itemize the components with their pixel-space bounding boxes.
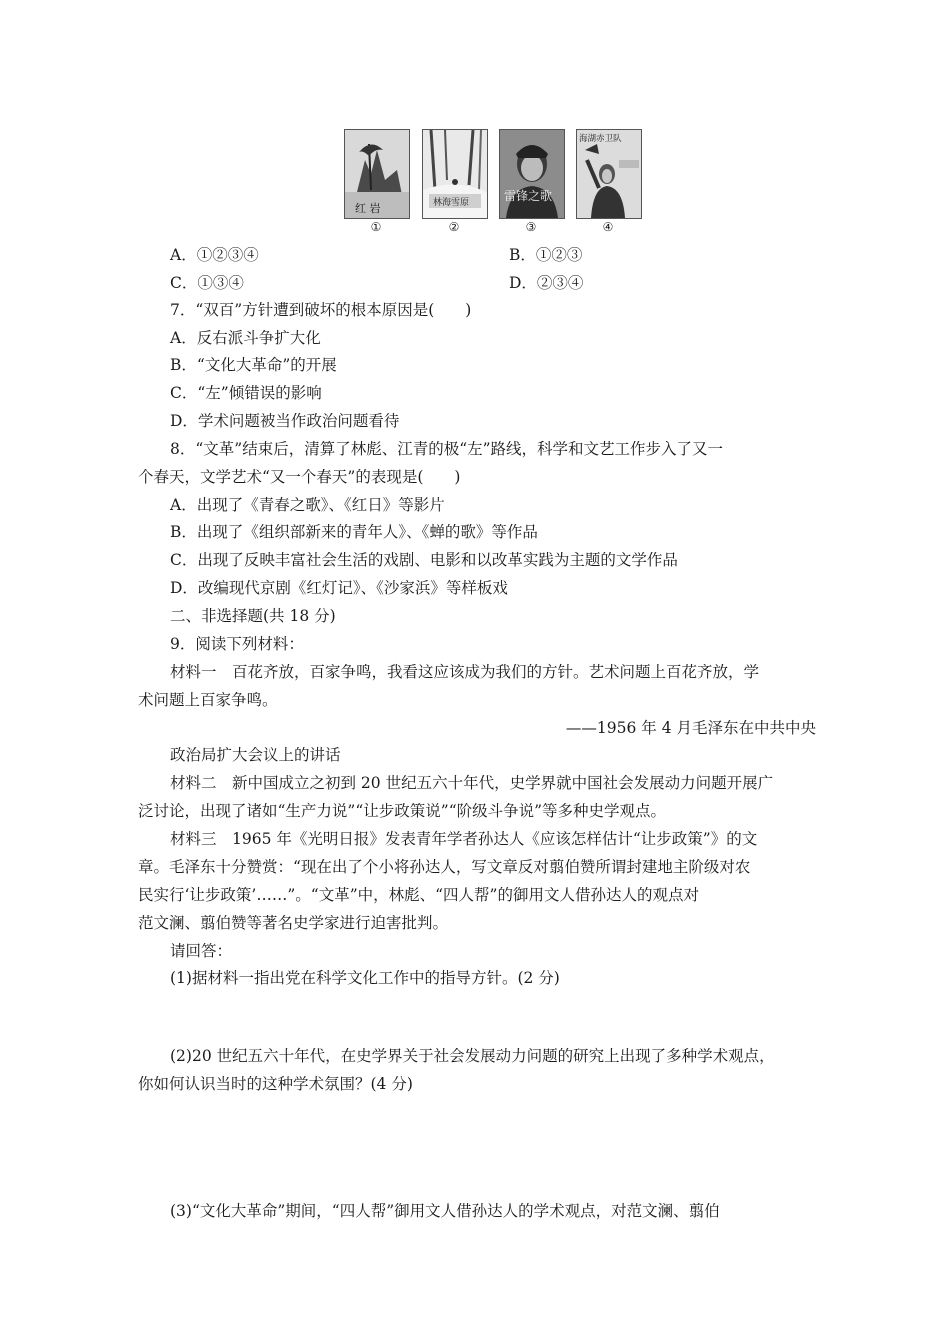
q8-option-b: B．出现了《组织部新来的青年人》、《蝉的歌》等作品: [170, 523, 538, 541]
q9-subquestion-2-line2: 你如何认识当时的这种学术氛围？(4 分): [138, 1075, 413, 1093]
poster-title: 红 岩: [355, 202, 381, 215]
q9-material2-line1: 材料二 新中国成立之初到 20 世纪五六十年代，史学界就中国社会发展动力问题开展广: [170, 774, 774, 792]
q8-stem-line1: 8．“文革”结束后，清算了林彪、江青的极“左”路线，科学和文艺工作步入了又一: [170, 440, 724, 458]
q8-option-c: C．出现了反映丰富社会生活的戏剧、电影和以改革实践为主题的文学作品: [170, 551, 678, 569]
q9-material1-line1: 材料一 百花齐放，百家争鸣，我看这应该成为我们的方针。艺术问题上百花齐放，学: [170, 663, 760, 681]
q9-material3-line1: 材料三 1965 年《光明日报》发表青年学者孙达人《应该怎样估计“让步政策”》的文: [170, 830, 758, 848]
q7-option-c: C．“左”倾错误的影响: [170, 384, 322, 402]
q9-prompt: 请回答：: [170, 942, 233, 960]
q6-option-c: C．①③④: [170, 274, 244, 292]
q7-option-d: D．学术问题被当作政治问题看待: [170, 412, 400, 430]
q7-stem: 7．“双百”方针遭到破坏的根本原因是( ): [170, 301, 472, 319]
q9-subquestion-2-line1: (2)20 世纪五六十年代，在史学界关于社会发展动力问题的研究上出现了多种学术观点，: [170, 1047, 775, 1065]
poster-title: 海湖赤卫队: [579, 134, 622, 144]
q6-option-a: A．①②③④: [170, 246, 259, 264]
q8-option-a: A．出现了《青春之歌》、《红日》等影片: [170, 496, 445, 514]
q9-subquestion-3-line1: (3)“文化大革命”期间，“四人帮”御用文人借孙达人的学术观点，对范文澜、翦伯: [170, 1202, 720, 1220]
q9-subquestion-1: (1)据材料一指出党在科学文化工作中的指导方针。(2 分): [170, 969, 560, 987]
poster-number: ④: [602, 220, 614, 234]
poster-number: ③: [525, 220, 537, 234]
q9-material3-line3: 民实行‘让步政策’……”。“文革”中，林彪、“四人帮”的御用文人借孙达人的观点对: [138, 886, 699, 904]
q9-material1-source-cont: 政治局扩大会议上的讲话: [170, 746, 341, 764]
q9-material3-line4: 范文澜、翦伯赞等著名史学家进行迫害批判。: [138, 914, 449, 932]
section-heading: 二、非选择题(共 18 分): [170, 607, 336, 625]
q9-material1-line2: 术问题上百家争鸣。: [138, 691, 278, 709]
q8-stem-line2: 个春天，文学艺术“又一个春天”的表现是( ): [138, 468, 461, 486]
poster-soldier-portrait-icon: [499, 129, 565, 219]
q7-option-a: A．反右派斗争扩大化: [170, 329, 321, 347]
novel-cover-linhaixueyuan-icon: [422, 129, 488, 219]
q9-material1-source: ——1956 年 4 月毛泽东在中共中央: [565, 719, 816, 737]
novel-cover-hongyan-icon: [344, 129, 410, 219]
q8-option-d: D．改编现代京剧《红灯记》、《沙家浜》等样板戏: [170, 579, 508, 597]
q6-option-b: B．①②③: [509, 246, 583, 264]
poster-number: ②: [448, 220, 460, 234]
poster-female-figure-icon: [576, 129, 642, 219]
poster-title: 林海雪原: [433, 198, 470, 208]
q7-option-b: B．“文化大革命”的开展: [170, 356, 337, 374]
q9-material3-line2: 章。毛泽东十分赞赏：“现在出了个小将孙达人，写文章反对翦伯赞所谓封建地主阶级对农: [138, 858, 751, 876]
q9-intro: 9．阅读下列材料：: [170, 635, 304, 653]
q6-option-d: D．②③④: [509, 274, 584, 292]
q9-material2-line2: 泛讨论，出现了诸如“生产力说”“让步政策说”“阶级斗争说”等多种史学观点。: [138, 802, 667, 820]
poster-title: 雷锋之歌: [504, 189, 553, 203]
poster-number: ①: [370, 220, 382, 234]
